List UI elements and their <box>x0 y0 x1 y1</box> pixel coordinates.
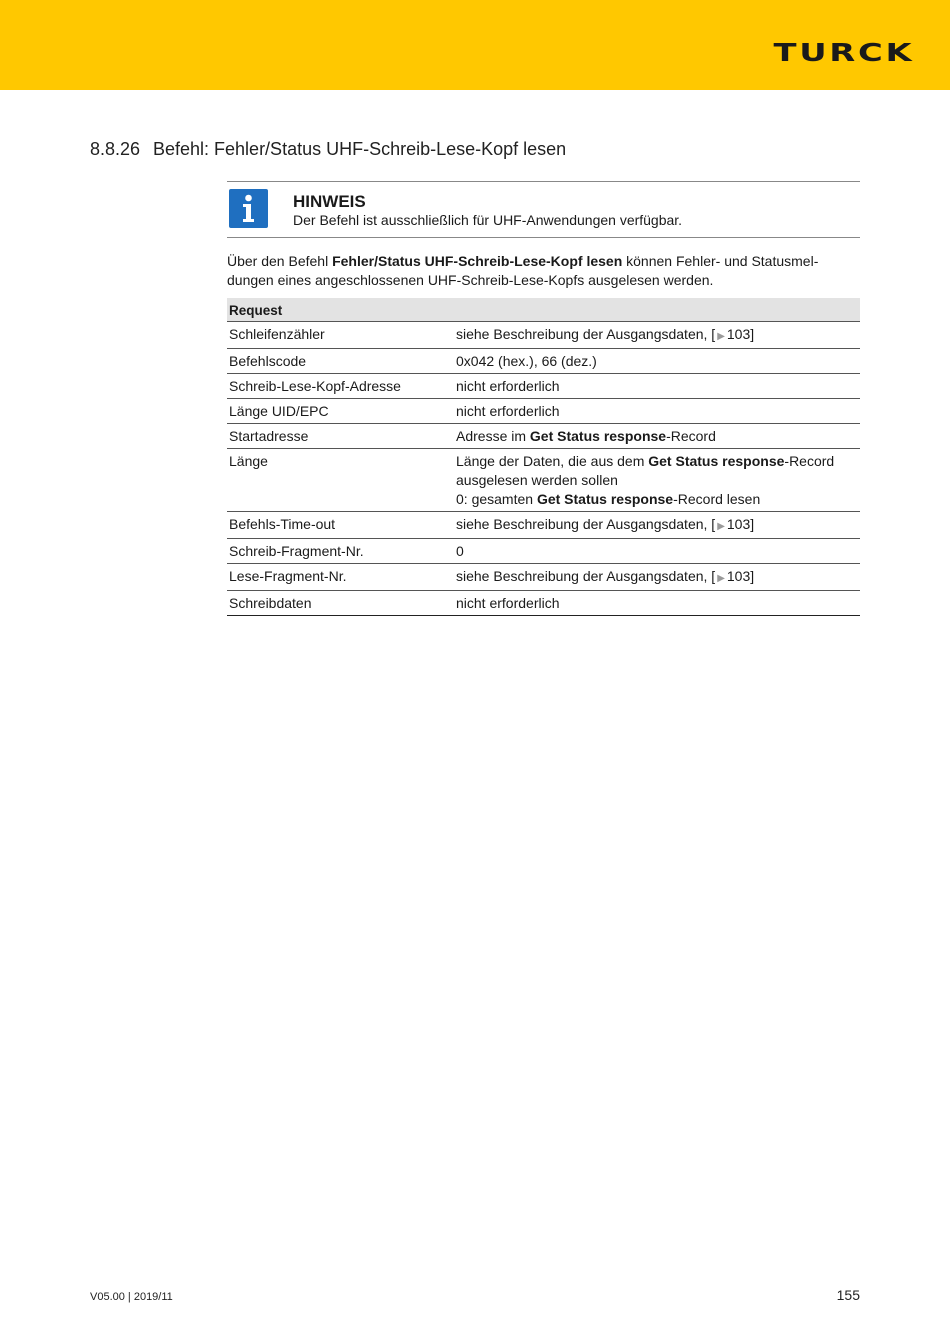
section-heading <box>90 139 566 160</box>
table-row <box>227 539 860 564</box>
row-value: siehe Beschreibung der Ausgangsdaten, [ ▶ 103] <box>454 512 860 539</box>
row-key: Länge <box>227 449 454 512</box>
brand-logo: TURCK <box>773 38 914 67</box>
row-value: nicht erforderlich <box>454 399 860 424</box>
intro-line1-rest: können Fehler- und Statusmel- <box>622 253 819 269</box>
table-row <box>227 564 860 591</box>
footer-version: V05.00 | 2019/11 <box>90 1291 173 1303</box>
table-header-row <box>227 298 860 322</box>
page-reference[interactable]: 103] <box>726 326 755 342</box>
table-row <box>227 512 860 539</box>
row-key: Befehls-Time-out <box>227 512 454 539</box>
table-row <box>227 349 860 374</box>
row-value: 0 <box>454 539 860 564</box>
section-number: 8.8.26 <box>90 139 141 159</box>
intro-paragraph <box>227 252 862 290</box>
table-header: Request <box>227 298 860 322</box>
row-value: siehe Beschreibung der Ausgangsdaten, [ ▶ 103] <box>454 322 860 349</box>
intro-prefix: Über den Befehl <box>227 253 333 269</box>
table-row <box>227 322 860 349</box>
page-reference[interactable]: 103] <box>726 516 755 532</box>
row-key: Schleifenzähler <box>227 322 454 349</box>
page-number: 155 <box>836 1287 860 1303</box>
link-arrow-icon: ▶ <box>717 521 725 532</box>
row-value: 0x042 (hex.), 66 (dez.) <box>454 349 860 374</box>
intro-line2: dungen eines angeschlossenen UHF-Schreib-Lese-Kopfs ausgelesen werden. <box>227 272 714 288</box>
page-reference[interactable]: 103] <box>726 568 755 584</box>
row-key: Befehlscode <box>227 349 454 374</box>
row-key: Lese-Fragment-Nr. <box>227 564 454 591</box>
row-value: siehe Beschreibung der Ausgangsdaten, [ ▶ 103] <box>454 564 860 591</box>
row-value: Adresse im Get Status response-Record <box>454 424 860 449</box>
row-key: Länge UID/EPC <box>227 399 454 424</box>
request-table <box>227 298 860 616</box>
table-row <box>227 399 860 424</box>
info-icon <box>229 189 268 228</box>
notice-title: HINWEIS <box>293 192 366 211</box>
link-arrow-icon: ▶ <box>717 573 725 584</box>
header-band <box>0 0 950 90</box>
row-value: nicht erforderlich <box>454 374 860 399</box>
notice-box <box>227 181 860 238</box>
row-value: nicht erforderlich <box>454 591 860 616</box>
table-row <box>227 424 860 449</box>
row-key: Schreib-Fragment-Nr. <box>227 539 454 564</box>
row-value: Länge der Daten, die aus dem Get Status response-Record ausgelesen werden sollen 0: gesamten Get Status response-Record lesen <box>454 449 860 512</box>
section-title: Befehl: Fehler/Status UHF-Schreib-Lese-Kopf lesen <box>153 139 567 159</box>
table-row <box>227 374 860 399</box>
intro-command: Fehler/Status UHF-Schreib-Lese-Kopf lesen <box>332 253 623 269</box>
link-arrow-icon: ▶ <box>717 331 725 342</box>
row-key: Startadresse <box>227 424 454 449</box>
table-row <box>227 449 860 512</box>
row-key: Schreibdaten <box>227 591 454 616</box>
table-row <box>227 591 860 616</box>
notice-text: Der Befehl ist ausschließlich für UHF-Anwendungen verfügbar. <box>293 212 683 228</box>
row-key: Schreib-Lese-Kopf-Adresse <box>227 374 454 399</box>
